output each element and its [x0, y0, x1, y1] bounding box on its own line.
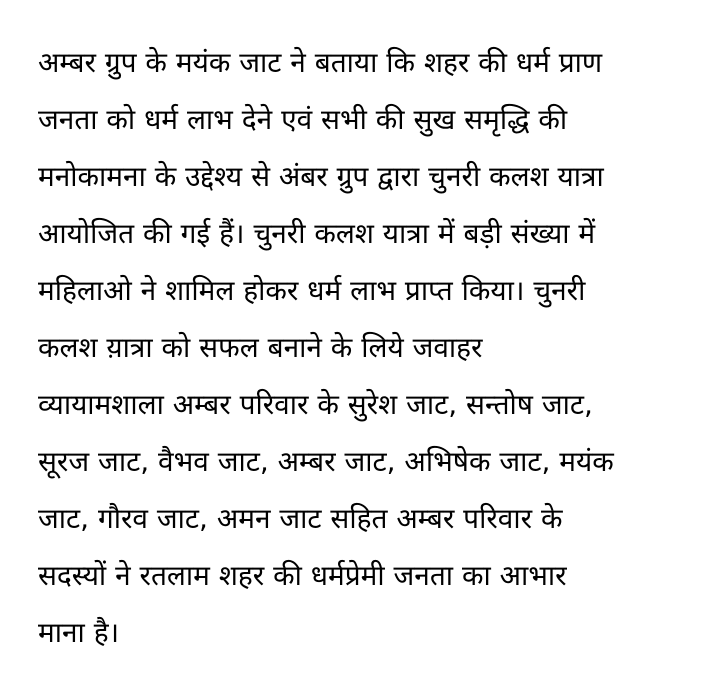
text-line-1: अम्बर ग्रुप के मयंक जाट ने बताया कि शहर की धर्म प्राण [38, 46, 603, 79]
text-line-6: कलश य़ात्रा को सफल बनाने के लिये जवाहर [38, 331, 483, 364]
text-line-11: माना है। [38, 616, 120, 649]
text-line-10: सदस्यों ने रतलाम शहर की धर्मप्रेमी जनता का आभार [38, 559, 567, 592]
text-line-3: मनोकामना के उद्देश्य से अंबर ग्रुप द्वारा चुनरी कलश यात्रा [38, 160, 604, 193]
text-line-8: सूरज जाट, वैभव जाट, अम्बर जाट, अभिषेक जाट, मयंक [38, 445, 614, 478]
text-line-5: महिलाओ ने शामिल होकर धर्म लाभ प्राप्त किया। चुनरी [38, 274, 586, 307]
text-line-7: व्यायामशाला अम्बर परिवार के सुरेश जाट, सन्तोष जाट, [38, 388, 593, 421]
text-line-4: आयोजित की गई हैं। चुनरी कलश यात्रा में बड़ी संख्या में [38, 217, 596, 250]
article-paragraph [38, 34, 688, 661]
text-line-9: जाट, गौरव जाट, अमन जाट सहित अम्बर परिवार के [38, 502, 563, 535]
text-line-2: जनता को धर्म लाभ देने एवं सभी की सुख समृद्धि की [38, 103, 568, 136]
